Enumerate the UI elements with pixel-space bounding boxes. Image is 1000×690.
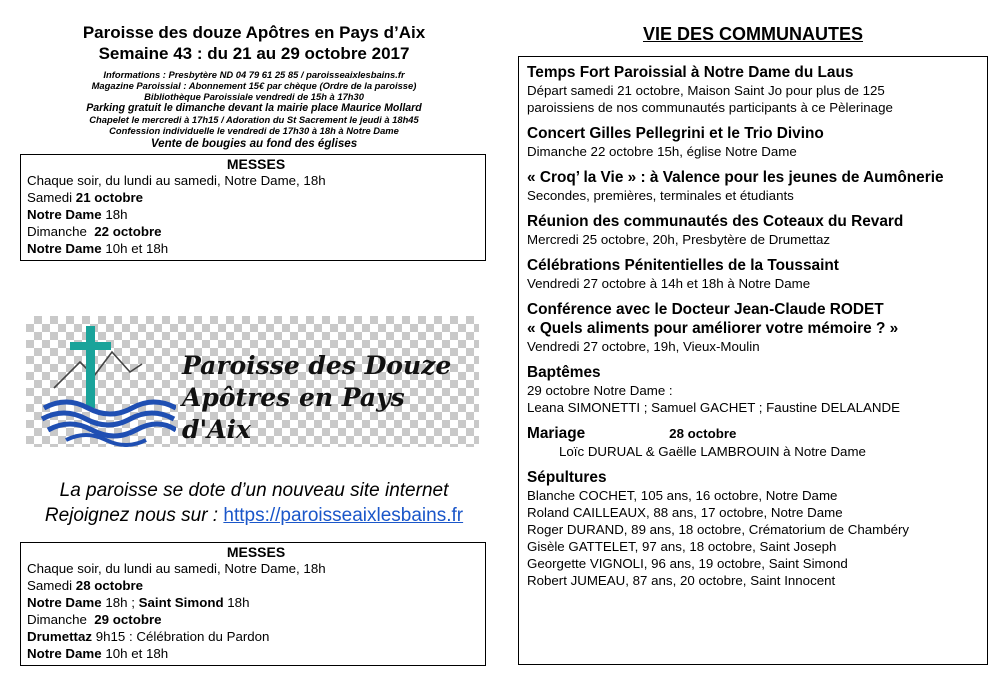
event-detail: Départ samedi 21 octobre, Maison Saint Jo pour plus de 125 — [527, 83, 885, 98]
event-title: Sépultures — [527, 469, 607, 486]
event-item — [527, 212, 981, 248]
parish-logo — [26, 316, 479, 447]
parking-line: Parking gratuit le dimanche devant la mairie place Maurice Mollard — [86, 102, 422, 114]
event-detail: Blanche COCHET, 105 ans, 16 octobre, Notre Dame — [527, 488, 838, 503]
info-line: Confession individuelle le vendredi de 17h30 à 18h à Notre Dame — [109, 125, 399, 136]
event-detail: Vendredi 27 octobre à 14h et 18h à Notre Dame — [527, 276, 811, 291]
right-column — [518, 22, 988, 665]
website-link[interactable]: https://paroisseaixlesbains.fr — [223, 505, 464, 526]
event-item — [527, 124, 981, 160]
event-detail: Robert JUMEAU, 87 ans, 20 octobre, Saint Innocent — [527, 573, 836, 588]
event-title: Mariage 28 octobre — [527, 425, 737, 442]
event-detail: Gisèle GATTELET, 97 ans, 18 octobre, Saint Joseph — [527, 539, 837, 554]
messes-line: Notre Dame 10h et 18h — [27, 241, 169, 256]
event-title: « Croq’ la Vie » : à Valence pour les jeunes de Aumônerie — [527, 169, 944, 186]
info-line: Informations : Presbytère ND 04 79 61 25 85 / paroisseaixlesbains.fr — [103, 69, 405, 80]
event-item — [527, 300, 981, 355]
event-detail: Roger DURAND, 89 ans, 18 octobre, Crématorium de Chambéry — [527, 522, 910, 537]
event-detail: Mercredi 25 octobre, 20h, Presbytère de Drumettaz — [527, 232, 831, 247]
messes-line: Notre Dame 10h et 18h — [27, 646, 169, 661]
event-detail: paroissiens de nos communautés participants à ce Pèlerinage — [527, 100, 893, 115]
messes-line: Drumettaz 9h15 : Célébration du Pardon — [27, 629, 270, 644]
event-detail: Leana SIMONETTI ; Samuel GACHET ; Faustine DELALANDE — [527, 400, 900, 415]
event-detail: Loïc DURUAL & Gaëlle LAMBROUIN à Notre Dame — [559, 444, 866, 459]
event-item — [527, 363, 981, 416]
logo-text: Paroisse des Douze Apôtres en Pays d'Aix — [182, 351, 452, 444]
event-title: Conférence avec le Docteur Jean-Claude RODET — [527, 301, 884, 318]
messes-line: Notre Dame 18h — [27, 207, 128, 222]
event-item — [527, 468, 981, 589]
left-column — [14, 22, 494, 261]
event-detail: Secondes, premières, terminales et étudiants — [527, 188, 794, 203]
website-announcement — [14, 478, 494, 528]
event-detail: Vendredi 27 octobre, 19h, Vieux-Moulin — [527, 339, 760, 354]
website-line: Rejoignez nous sur : https://paroisseaixlesbains.fr — [44, 505, 464, 526]
event-title: Baptêmes — [527, 364, 601, 381]
event-detail: Georgette VIGNOLI, 96 ans, 19 octobre, Saint Simond — [527, 556, 848, 571]
event-item — [527, 256, 981, 292]
event-detail: Roland CAILLEAUX, 88 ans, 17 octobre, Notre Dame — [527, 505, 843, 520]
info-line: Bibliothèque Paroissiale vendredi de 15h à 17h30 — [144, 91, 364, 102]
info-line: Chapelet le mercredi à 17h15 / Adoration du St Sacrement le jeudi à 18h45 — [89, 114, 419, 125]
event-detail: 29 octobre Notre Dame : — [527, 383, 673, 398]
event-title: Temps Fort Paroissial à Notre Dame du Laus — [527, 64, 854, 81]
info-line: Magazine Paroissial : Abonnement 15€ par chèque (Ordre de la paroisse) — [91, 80, 417, 91]
event-title: Célébrations Pénitentielles de la Toussaint — [527, 257, 839, 274]
vie-heading: VIE DES COMMUNAUTES — [642, 24, 864, 44]
vie-box — [518, 56, 988, 665]
event-title: Concert Gilles Pellegrini et le Trio Divino — [527, 125, 824, 142]
messes-line: Samedi 21 octobre — [27, 190, 144, 205]
event-title: Réunion des communautés des Coteaux du Revard — [527, 213, 904, 230]
event-item — [527, 63, 981, 116]
messes-line: Samedi 28 octobre — [27, 578, 144, 593]
event-title: « Quels aliments pour améliorer votre mémoire ? » — [527, 320, 899, 337]
website-line: La paroisse se dote d’un nouveau site internet — [59, 480, 449, 501]
messes-line: Chaque soir, du lundi au samedi, Notre Dame, 18h — [27, 173, 326, 188]
messes-line: Notre Dame 18h ; Saint Simond 18h — [27, 595, 250, 610]
messes-line: Dimanche 22 octobre — [27, 224, 162, 239]
messes-box-week2 — [20, 542, 486, 666]
messes-line: Dimanche 29 octobre — [27, 612, 162, 627]
cross-waves-icon — [26, 316, 176, 447]
parish-title: Paroisse des douze Apôtres en Pays d’Aix — [82, 23, 426, 42]
event-item — [527, 168, 981, 204]
messes-heading: MESSES — [226, 544, 286, 560]
messes-box-week1 — [20, 154, 486, 261]
event-detail: Dimanche 22 octobre 15h, église Notre Dame — [527, 144, 797, 159]
event-item — [527, 424, 981, 460]
week-title: Semaine 43 : du 21 au 29 octobre 2017 — [98, 44, 410, 63]
vente-line: Vente de bougies au fond des églises — [150, 137, 358, 150]
messes-line: Chaque soir, du lundi au samedi, Notre Dame, 18h — [27, 561, 326, 576]
messes-heading: MESSES — [226, 156, 286, 172]
info-block — [14, 69, 494, 151]
